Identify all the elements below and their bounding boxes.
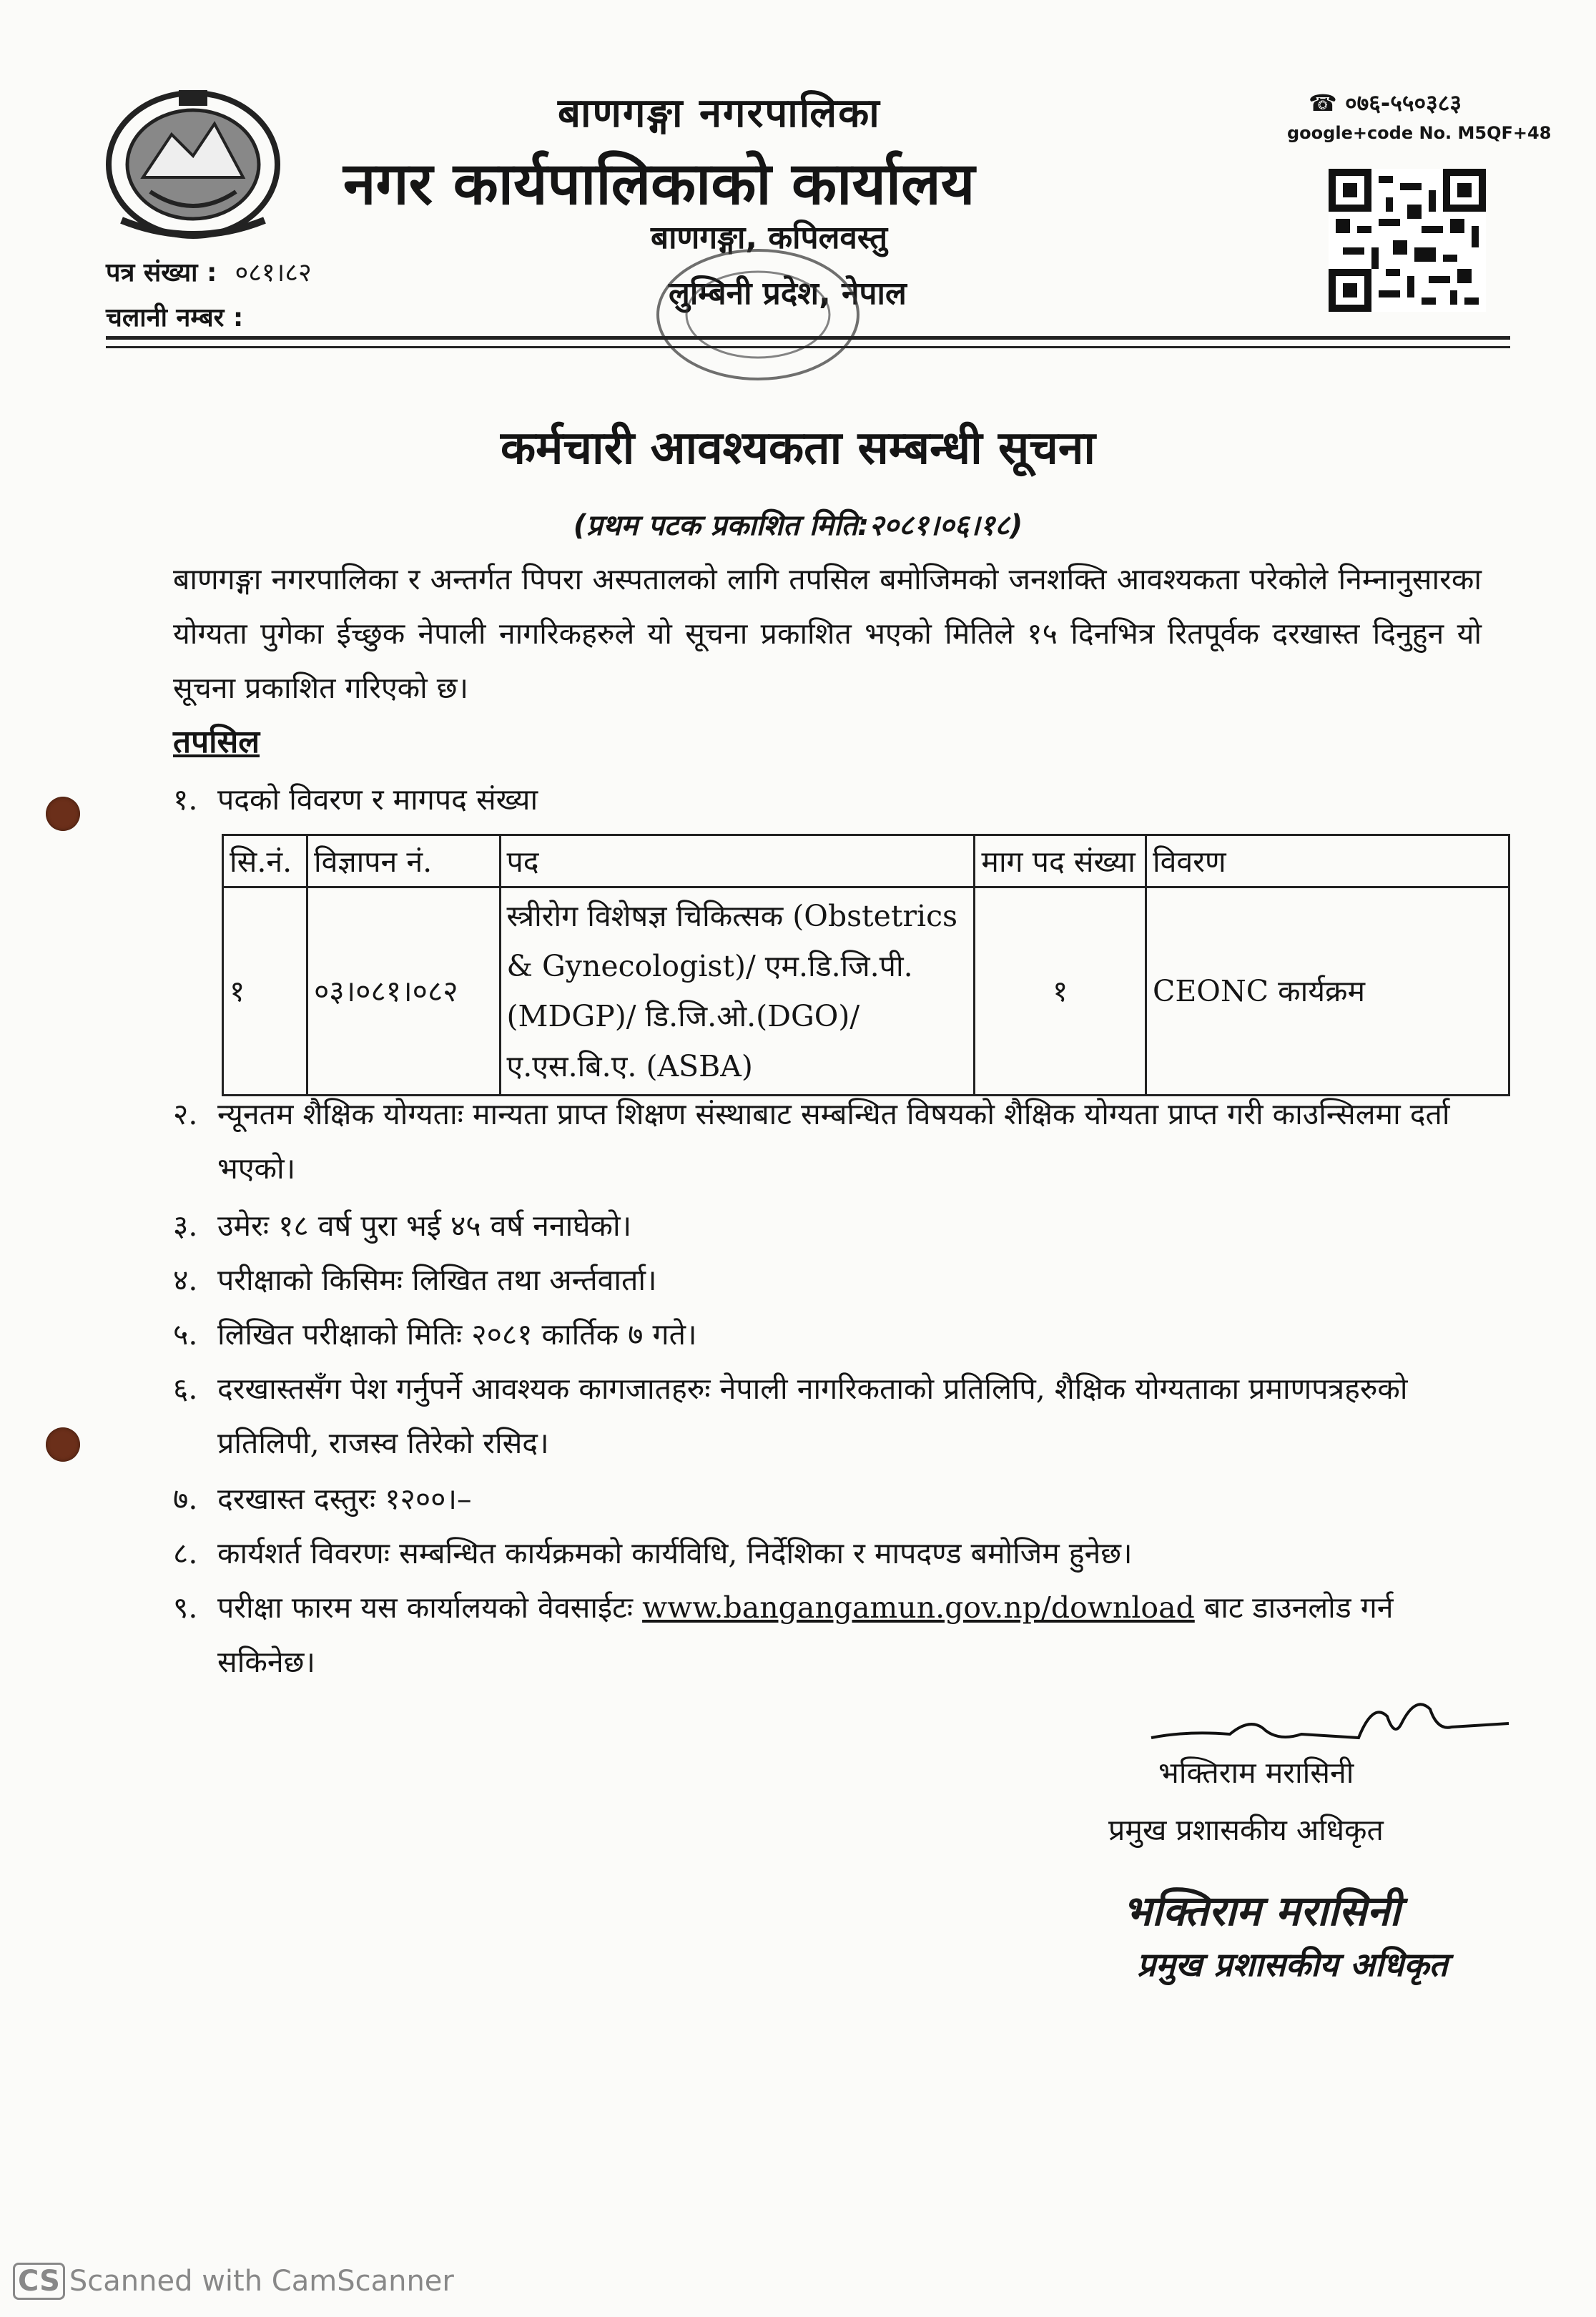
table-cell: स्त्रीरोग विशेषज्ञ चिकित्सक (Obstetrics & Gynecologist)/ एम.डि.जि.पी. (MDGP)/ डि.जि.ओ.(DGO)/ ए.एस.बि.ए. (ASBA) xyxy=(500,887,975,1096)
scanner-text: Scanned with CamScanner xyxy=(69,2265,454,2298)
office-name: नगर कार्यपालिकाको कार्यालय xyxy=(343,150,975,218)
item-text: लिखित परीक्षाको मितिः २०८१ कार्तिक ७ गते। xyxy=(217,1317,697,1352)
item-text: कार्यशर्त विवरणः सम्बन्धित कार्यक्रमको कार्यविधि, निर्देशिका र मापदण्ड बमोजिम हुनेछ। xyxy=(217,1536,1133,1570)
header-rule-bottom xyxy=(106,346,1510,348)
item-text-before: परीक्षा फारम यस कार्यालयको वेवसाईटः xyxy=(217,1590,634,1625)
list-item xyxy=(173,1253,1489,1307)
google-plus-code: google+code No. M5QF+48 xyxy=(1287,123,1552,143)
stamp-signatory-title: प्रमुख प्रशासकीय अधिकृत xyxy=(1137,1945,1448,1984)
list-item xyxy=(173,1307,1489,1362)
item-number: ५. xyxy=(173,1317,198,1352)
table-header-cell: माग पद संख्या xyxy=(975,835,1146,887)
item-number: २. xyxy=(173,1097,198,1131)
table-cell: १ xyxy=(975,887,1146,1096)
list-item xyxy=(173,1472,1489,1526)
table-row xyxy=(223,887,1509,1096)
qr-code-icon xyxy=(1329,169,1486,312)
list-item xyxy=(173,1526,1489,1580)
list-item xyxy=(173,1362,1489,1470)
item-text: दरखास्तसँग पेश गर्नुपर्ने आवश्यक कागजातहरुः नेपाली नागरिकताको प्रतिलिपि, शैक्षिक योग्यताका प्रमाणपत्रहरुको प्रतिलिपी, राजस्व तिरेको रसिद। xyxy=(217,1372,1408,1460)
municipality-name: बाणगङ्गा नगरपालिका xyxy=(558,90,881,137)
item-number: ९. xyxy=(173,1590,198,1625)
letter-number xyxy=(106,254,312,289)
table-cell: १ xyxy=(223,887,307,1096)
item-text: दरखास्त दस्तुरः १२००।– xyxy=(217,1482,472,1516)
scanner-watermark xyxy=(13,2263,454,2300)
letter-number-value: ०८१।८२ xyxy=(235,258,312,287)
item-number: ६. xyxy=(173,1372,198,1406)
table-header-row xyxy=(223,835,1509,887)
table-cell: CEONC कार्यक्रम xyxy=(1146,887,1509,1096)
item-number: ८. xyxy=(173,1536,198,1570)
signatory-name: भक्तिराम मरासिनी xyxy=(1158,1756,1354,1790)
item-text: उमेरः १८ वर्ष पुरा भई ४५ वर्ष ननाघेको। xyxy=(217,1209,632,1243)
stamp-signatory-name: भक्तिराम मरासिनी xyxy=(1123,1886,1401,1935)
table-header-cell: सि.नं. xyxy=(223,835,307,887)
signature-icon xyxy=(1144,1673,1516,1759)
dispatch-number-label: चलानी नम्बर : xyxy=(106,303,244,333)
signatory-title: प्रमुख प्रशासकीय अधिकृत xyxy=(1108,1813,1384,1847)
punch-hole xyxy=(46,1427,80,1462)
item-text: न्यूनतम शैक्षिक योग्यताः मान्यता प्राप्त शिक्षण संस्थाबाट सम्बन्धित विषयको शैक्षिक योग्यता प्राप्त गरी काउन्सिलमा दर्ता भएको। xyxy=(217,1097,1450,1186)
table-header-cell: विज्ञापन नं. xyxy=(307,835,500,887)
header-rule-top xyxy=(106,336,1510,340)
item-text-after: बाट डाउनलोड गर्न सकिनेछ। xyxy=(217,1590,1394,1679)
tapasil-heading: तपसिल xyxy=(173,724,260,760)
punch-hole xyxy=(46,797,80,831)
table-cell: ०३।०८१।०८२ xyxy=(307,887,500,1096)
item-number: १. xyxy=(173,782,198,817)
list-item xyxy=(173,1087,1489,1196)
letter-number-label: पत्र संख्या : xyxy=(106,258,217,287)
address-line-1: बाणगङ्गा, कपिलवस्तु xyxy=(651,220,888,256)
item-number: ७. xyxy=(173,1482,198,1516)
item-text: पदको विवरण र मागपद संख्या xyxy=(217,782,538,817)
intro-paragraph: बाणगङ्गा नगरपालिका र अन्तर्गत पिपरा अस्पतालको लागि तपसिल बमोजिमको जनशक्ति आवश्यकता परेकोले निम्नानुसारका योग्यता पुगेका ईच्छुक नेपाली नागरिकहरुले यो सूचना प्रकाशित भएको मितिले १५ दिनभित्र रितपूर्वक दरखास्त दिनुहुन यो सूचना प्रकाशित गरिएको छ। xyxy=(173,562,1482,705)
item-text: परीक्षाको किसिमः लिखित तथा अर्न्तवार्ता। xyxy=(217,1263,657,1297)
download-link[interactable]: www.bangangamun.gov.np/download xyxy=(642,1590,1195,1625)
office-stamp-icon xyxy=(644,229,872,400)
address-line-2: लुम्बिनी प्रदेश, नेपाल xyxy=(669,275,907,312)
post-table xyxy=(222,834,1510,1096)
dispatch-number xyxy=(106,299,243,334)
table-header-cell: पद xyxy=(500,835,975,887)
notice-title: कर्मचारी आवश्यकता सम्बन्धी सूचना xyxy=(500,422,1096,475)
table-header-cell: विवरण xyxy=(1146,835,1509,887)
item-number: ३. xyxy=(173,1209,198,1243)
notice-subtitle: (प्रथम पटक प्रकाशित मिति:२०८१।०६।१८) xyxy=(573,509,1023,542)
camscanner-logo: CS xyxy=(13,2263,65,2300)
list-item xyxy=(173,772,1489,827)
nepal-emblem-icon xyxy=(100,84,286,245)
phone-number: ☎ ०७६-५५०३८३ xyxy=(1309,89,1462,117)
list-item xyxy=(173,1199,1489,1253)
item-number: ४. xyxy=(173,1263,198,1297)
